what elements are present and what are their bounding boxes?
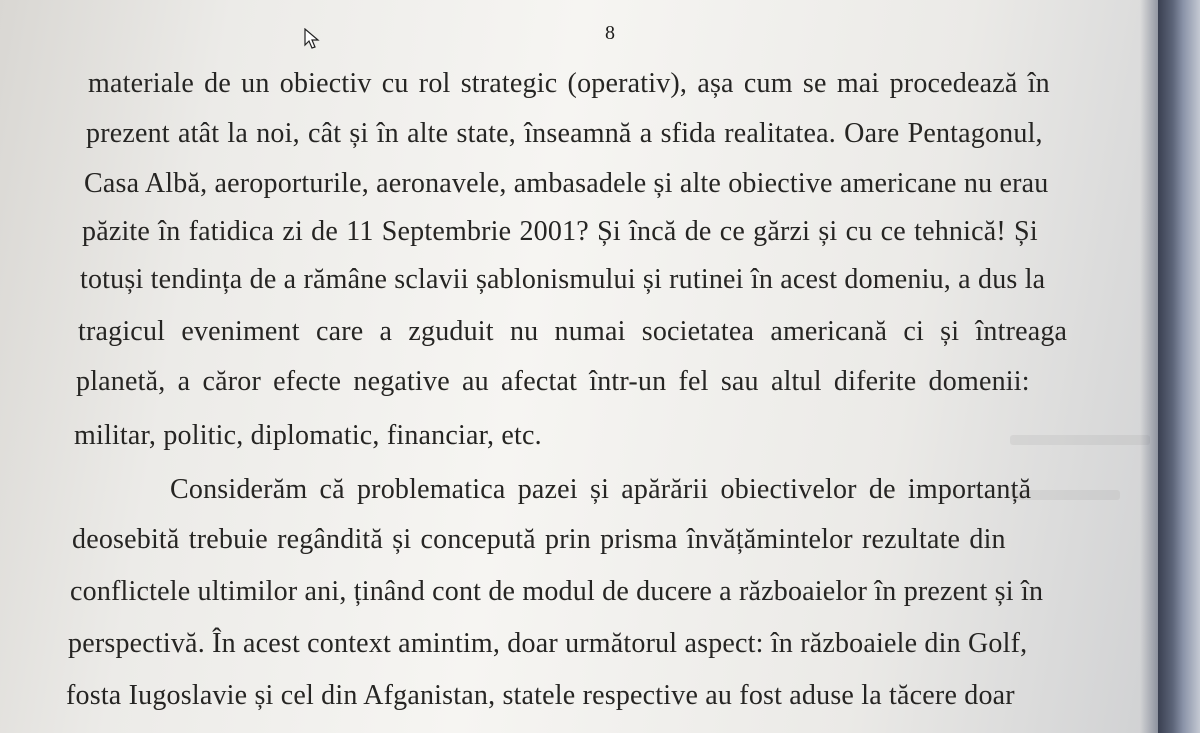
- text-line-4: păzite în fatidica zi de 11 Septembrie 2001? Și încă de ce gărzi și cu ce tehnică! Și: [82, 216, 1038, 247]
- text-line-12: perspectivă. În acest context amintim, doar următorul aspect: în războaiele din Golf,: [68, 628, 1028, 659]
- text-line-5: totuși tendința de a rămâne sclavii șablonismului și rutinei în acest domeniu, a dus la: [80, 264, 1046, 295]
- mouse-pointer-icon: [304, 28, 320, 50]
- page-number: 8: [605, 22, 615, 44]
- text-line-6: tragicul eveniment care a zguduit nu numai societatea americană ci și întreaga: [78, 316, 1068, 347]
- text-line-11: conflictele ultimilor ani, ținând cont de modul de ducere a războaielor în prezent și în: [70, 576, 1044, 607]
- text-line-1: materiale de un obiectiv cu rol strategic (operativ), așa cum se mai procedează în: [88, 68, 1050, 99]
- text-line-8: militar, politic, diplomatic, financiar, etc.: [74, 420, 542, 451]
- text-line-10: deosebită trebuie regândită și concepută prin prisma învățămintelor rezultate din: [72, 524, 1006, 555]
- text-line-3: Casa Albă, aeroporturile, aeronavele, ambasadele și alte obiective americane nu erau: [84, 168, 1049, 199]
- text-line-2: prezent atât la noi, cât și în alte state, înseamnă a sfida realitatea. Oare Pentagonul,: [86, 118, 1043, 149]
- page-edge-background: [1158, 0, 1200, 733]
- text-line-13: fosta Iugoslavie și cel din Afganistan, statele respective au fost aduse la tăcere doar: [66, 680, 1015, 711]
- show-through-text: [1010, 435, 1150, 445]
- text-line-9: Considerăm că problematica pazei și apărării obiectivelor de importanță: [170, 474, 1032, 505]
- text-line-7: planetă, a căror efecte negative au afectat într-un fel sau altul diferite domenii:: [76, 366, 1030, 397]
